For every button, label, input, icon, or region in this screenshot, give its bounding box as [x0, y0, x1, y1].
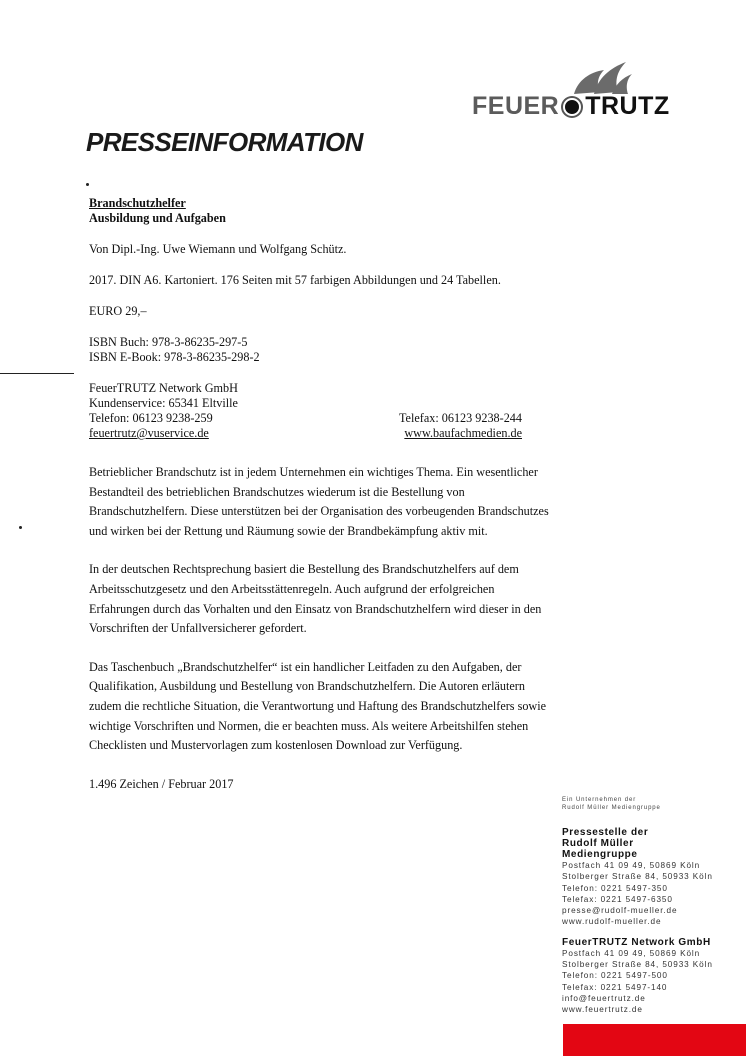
body-paragraph-2: In der deutschen Rechtsprechung basiert die Bestellung des Brandschutzhelfers auf dem Arbeitsschutzgesetz und den Arbeitsstättenregeln. Auch aufgrund der erfolgreichen Erfahrungen durch das Vorhalten und den Einsatz von Brandschutzhelfern wird dieser in den Vorschriften der Unfallversicherer gefordert.	[89, 562, 542, 636]
contact-website-link[interactable]: www.baufachmedien.de	[404, 426, 522, 440]
page-title: PRESSEINFORMATION	[86, 127, 363, 157]
contact-links-row	[89, 426, 522, 441]
feuertrutz-logo	[472, 58, 704, 120]
character-count-date: 1.496 Zeichen / Februar 2017	[89, 776, 234, 791]
book-authors: Von Dipl.-Ing. Uwe Wiemann und Wolfgang Schütz.	[89, 242, 347, 256]
contact-phone: Telefon: 06123 9238-259	[89, 411, 213, 425]
press-email: presse@rudolf-mueller.de	[562, 906, 678, 916]
company-heading: FeuerTRUTZ Network GmbH	[562, 936, 711, 948]
company-email: info@feuertrutz.de	[562, 993, 646, 1003]
main-content	[89, 196, 549, 794]
book-price: EURO 29,–	[89, 304, 147, 318]
bullet-mark	[86, 183, 89, 186]
company-website: www.feuertrutz.de	[562, 1005, 643, 1015]
red-accent-block	[563, 1024, 746, 1056]
flame-icon	[570, 58, 634, 96]
body-paragraph-3: Das Taschenbuch „Brandschutzhelfer“ ist ein handlicher Leitfaden zu den Aufgaben, der Qualifikation, Ausbildung und Bestellung von Brandschutzhelfern. Die Autoren erläutern zudem die rechtliche Situation, die Verantwortung und Haftung des Brandschutzhelfers sowie wichtige Vorschriften und Normen, die er beachten muss. Als weitere Arbeitshilfen stehen Checklisten und Mustervorlagen zum kostenlosen Download zur Verfügung.	[89, 659, 547, 753]
contact-service: Kundenservice: 65341 Eltville	[89, 396, 238, 410]
isbn-ebook: ISBN E-Book: 978-3-86235-298-2	[89, 350, 260, 364]
logo-feuer-text: FEUER	[472, 92, 560, 120]
isbn-book: ISBN Buch: 978-3-86235-297-5	[89, 335, 248, 349]
press-office-heading-line3: Mediengruppe	[562, 849, 638, 860]
press-fax: Telefax: 0221 5497-6350	[562, 894, 673, 904]
company-phone: Telefon: 0221 5497-500	[562, 971, 668, 981]
sidebar-contact	[562, 797, 742, 1016]
press-website: www.rudolf-mueller.de	[562, 917, 662, 927]
press-office-heading-line1: Pressestelle der	[562, 827, 649, 838]
press-phone: Telefon: 0221 5497-350	[562, 883, 668, 893]
book-subtitle: Ausbildung und Aufgaben	[89, 211, 226, 225]
sidebar-intro-line1: Ein Unternehmen der	[562, 797, 637, 803]
book-details: 2017. DIN A6. Kartoniert. 176 Seiten mit 57 farbigen Abbildungen und 24 Tabellen.	[89, 273, 501, 287]
book-title: Brandschutzhelfer	[89, 196, 186, 210]
contact-fax: Telefax: 06123 9238-244	[398, 411, 522, 425]
company-fax: Telefax: 0221 5497-140	[562, 982, 668, 992]
sidebar-intro-line2: Rudolf Müller Mediengruppe	[562, 805, 661, 811]
logo-trutz-text: TRUTZ	[585, 92, 670, 120]
contact-phone-row	[89, 411, 522, 426]
contact-email-link[interactable]: feuertrutz@vuservice.de	[89, 426, 209, 440]
press-office-heading-line2: Rudolf Müller	[562, 838, 634, 849]
company-address-postbox: Postfach 41 09 49, 50869 Köln	[562, 948, 701, 958]
press-address-street: Stolberger Straße 84, 50933 Köln	[562, 872, 713, 882]
body-paragraph-1: Betrieblicher Brandschutz ist in jedem Unternehmen ein wichtiges Thema. Ein wesentlicher Bestandteil des betrieblichen Brandschutzes wiederum ist die Bestellung von Brandschutzhelfern. Diese unterstützen bei der Organisation des vorbeugenden Brandschutzes und wirken bei der Rettung und Räumung sowie der Brandbekämpfung aktiv mit.	[89, 465, 549, 538]
bullet-mark	[19, 526, 22, 529]
press-address-postbox: Postfach 41 09 49, 50869 Köln	[562, 861, 701, 870]
divider-line	[0, 373, 74, 374]
logo-dot-icon	[563, 98, 581, 116]
contact-company: FeuerTRUTZ Network GmbH	[89, 381, 238, 395]
company-address-street: Stolberger Straße 84, 50933 Köln	[562, 960, 713, 970]
